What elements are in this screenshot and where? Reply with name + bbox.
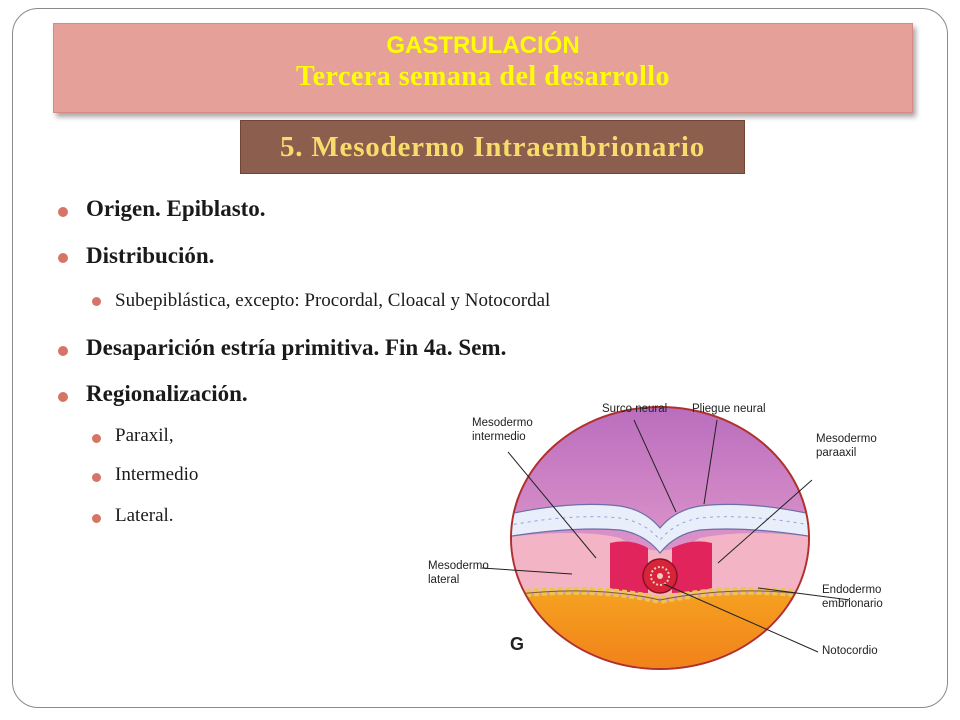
bullet-item: Origen. Epiblasto. [86, 196, 266, 221]
sub-bullet-item: Paraxil, [115, 425, 174, 446]
bullet-dot [58, 346, 68, 356]
label-mesodermo-lateral: Mesodermo [428, 560, 489, 572]
sub-bullet-dot [92, 473, 101, 482]
title-banner [53, 23, 913, 113]
label-pliegue-neural: Pliegue neural [692, 403, 766, 415]
yolk-region [500, 594, 820, 678]
sub-bullet-item: Lateral. [115, 505, 174, 526]
bullet-item: Desaparición estría primitiva. Fin 4a. Sem. [86, 335, 507, 360]
label-mesodermo-intermedio-2: intermedio [472, 431, 526, 443]
label-mesodermo-intermedio: Mesodermo [472, 417, 533, 429]
label-endodermo: Endodermo [822, 584, 882, 596]
label-mesodermo-paraaxil: Mesodermo [816, 433, 877, 445]
section-heading: 5. Mesodermo Intraembrionario [240, 120, 745, 174]
sub-bullet-dot [92, 434, 101, 443]
panel-letter: G [510, 634, 525, 654]
title-main: GASTRULACIÓN [386, 32, 580, 59]
label-mesodermo-paraaxil-2: paraaxil [816, 447, 857, 459]
bullet-dot [58, 253, 68, 263]
sub-bullet-dot [92, 514, 101, 523]
label-notocordio: Notocordio [822, 645, 878, 657]
bullet-item: Regionalización. [86, 381, 248, 406]
bullet-dot [58, 207, 68, 217]
label-endodermo-2: embrionario [822, 598, 883, 610]
bullet-item: Distribución. [86, 243, 215, 268]
sub-bullet-dot [92, 297, 101, 306]
title-sub: Tercera semana del desarrollo [295, 61, 671, 92]
bullet-dot [58, 392, 68, 402]
label-mesodermo-lateral-2: lateral [428, 574, 460, 586]
embryo-diagram [420, 388, 890, 678]
sub-bullet-item: Subepiblástica, excepto: Procordal, Cloacal y Notocordal [115, 290, 551, 311]
paraxial-mesoderm-right [672, 541, 712, 593]
embryo-cross-section-figure [420, 388, 890, 678]
label-surco-neural: Surco neural [602, 403, 668, 415]
sub-bullet-item: Intermedio [115, 464, 199, 485]
paraxial-mesoderm-left [610, 541, 648, 593]
